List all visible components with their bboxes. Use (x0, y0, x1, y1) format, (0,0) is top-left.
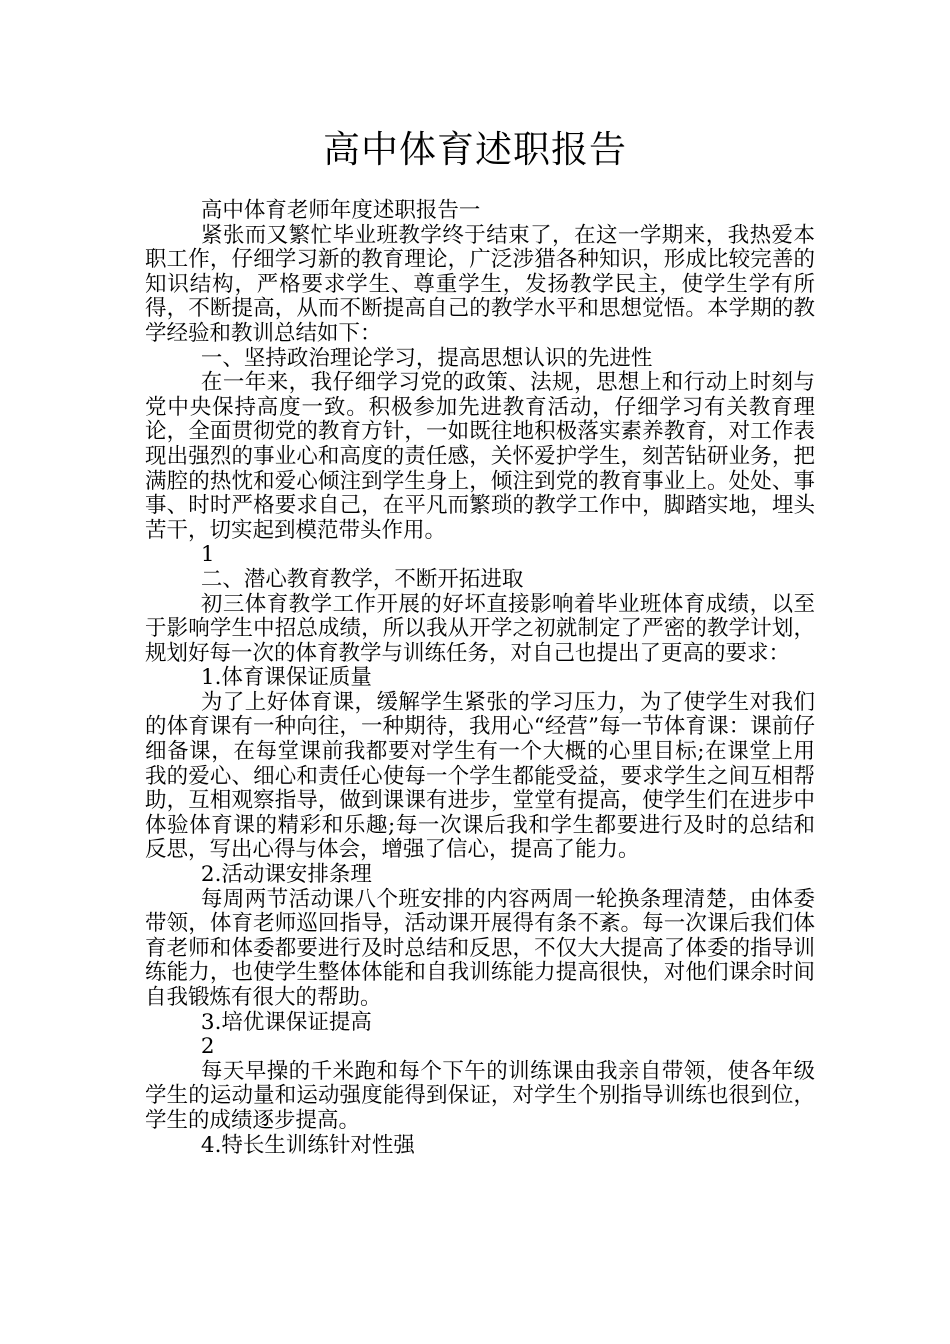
page-number: 2 (200, 1034, 215, 1060)
paragraph: 为了上好体育课，缓解学生紧张的学习压力，为了使学生对我们的体育课有一种向往，一种期待，我用心“经营”每一节体育课：课前仔细备课，在每堂课前我都要对学生有一个大概的心里目标;在课堂上用我的爱心、细心和责任心使每一个学生都能受益，要求学生之间互相帮助，互相观察指导，做到课课有进步，堂堂有提高，使学生们在进步中体验体育课的精彩和乐趣;每一次课后我和学生都要进行及时的总结和反思，写出心得与体会，增强了信心，提高了能力。 (145, 689, 815, 863)
paragraph: 在一年来，我仔细学习党的政策、法规，思想上和行动上时刻与党中央保持高度一致。积极参加先进教育活动，仔细学习有关教育理论，全面贯彻党的教育方针，一如既往地积极落实素养教育，对工作表现出强烈的事业心和高度的责任感，关怀爱护学生，刻苦钻研业务，把满腔的热忱和爱心倾注到学生身上，倾注到党的教育事业上。处处、事事、时时严格要求自己，在平凡而繁琐的教学工作中，脚踏实地，埋头苦干，切实起到模范带头作用。 (145, 370, 815, 543)
page-number: 1 (200, 542, 215, 568)
subsection-heading: 3.培优课保证提高 (200, 1009, 372, 1035)
paragraph: 每天早操的千米跑和每个下午的训练课由我亲自带领，使各年级学生的运动量和运动强度能得到保证，对学生个别指导训练也很到位，学生的成绩逐步提高。 (145, 1058, 815, 1133)
subsection-heading: 2.活动课安排条理 (200, 862, 372, 888)
document-title: 高中体育述职报告 (323, 128, 627, 171)
section-heading: 二、潜心教育教学，不断开拓进取 (200, 566, 524, 592)
paragraph: 紧张而又繁忙毕业班教学终于结束了，在这一学期来，我热爱本职工作，仔细学习新的教育理论，广泛涉猎各种知识，形成比较完善的知识结构，严格要求学生、尊重学生，发扬教学民主，使学生学有所得，不断提高，从而不断提高自己的教学水平和思想觉悟。本学期的教学经验和教训总结如下： (145, 222, 815, 346)
subsection-heading: 4.特长生训练针对性强 (200, 1132, 415, 1158)
paragraph: 每周两节活动课八个班安排的内容两周一轮换条理清楚，由体委带领，体育老师巡回指导，活动课开展得有条不紊。每一次课后我们体育老师和体委都要进行及时总结和反思，不仅大大提高了体委的指导训练能力，也使学生整体体能和自我训练能力提高很快，对他们课余时间自我锻炼有很大的帮助。 (145, 886, 815, 1010)
paragraph: 初三体育教学工作开展的好坏直接影响着毕业班体育成绩，以至于影响学生中招总成绩，所以我从开学之初就制定了严密的教学计划，规划好每一次的体育教学与训练任务，对自己也提出了更高的要求： (145, 591, 815, 666)
subsection-heading: 1.体育课保证质量 (200, 665, 372, 691)
paragraph: 高中体育老师年度述职报告一 (200, 198, 481, 223)
document-body (145, 199, 815, 1158)
section-heading: 一、坚持政治理论学习，提高思想认识的先进性 (200, 345, 653, 371)
